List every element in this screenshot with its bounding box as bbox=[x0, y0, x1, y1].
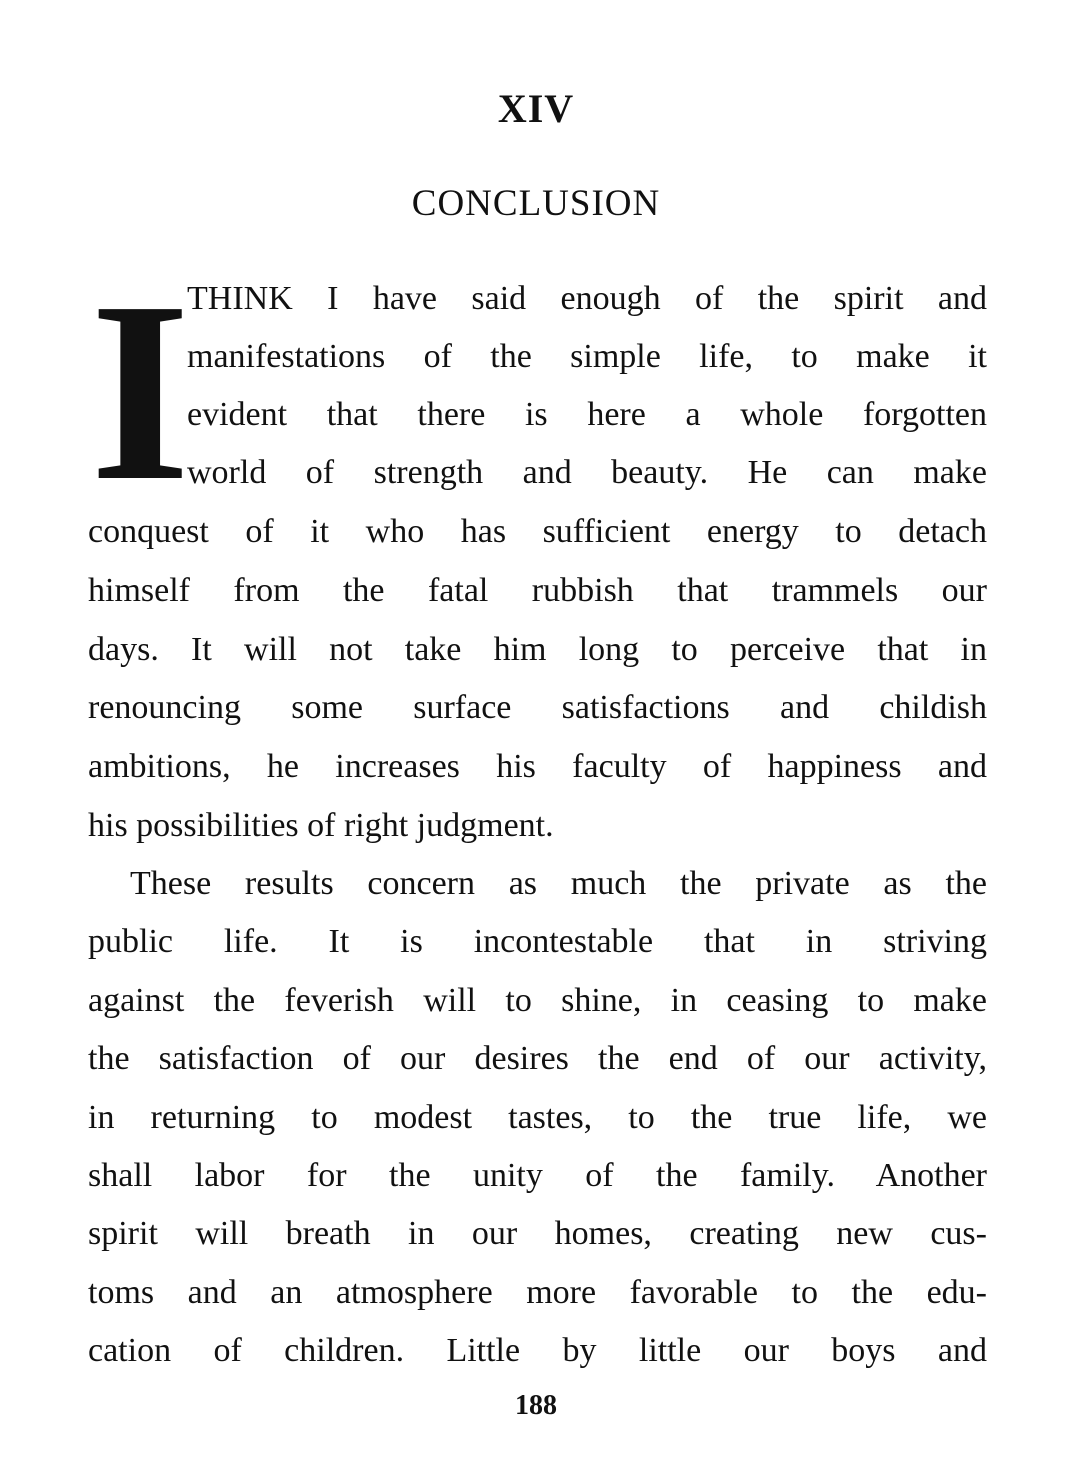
text-line: manifestations of the simple life, to make it bbox=[187, 338, 987, 375]
text-line: These results concern as much the private as the bbox=[130, 865, 987, 902]
text-line: spirit will breath in our homes, creating new cus- bbox=[88, 1215, 987, 1252]
text-line: shall labor for the unity of the family. Another bbox=[88, 1157, 987, 1194]
text-line: days. It will not take him long to perceive that in bbox=[88, 631, 987, 668]
text-line: THINK I have said enough of the spirit and bbox=[187, 280, 987, 317]
text-line: himself from the fatal rubbish that trammels our bbox=[88, 572, 987, 609]
chapter-title: CONCLUSION bbox=[411, 183, 661, 224]
text-line: in returning to modest tastes, to the true life, we bbox=[88, 1099, 987, 1136]
text-line: ambitions, he increases his faculty of happiness and bbox=[88, 748, 987, 785]
text-line: cation of children. Little by little our boys and bbox=[88, 1332, 987, 1369]
text-line: his possibilities of right judgment. bbox=[88, 807, 554, 844]
text-line: the satisfaction of our desires the end of our activity, bbox=[88, 1040, 987, 1077]
text-line: conquest of it who has sufficient energy to detach bbox=[88, 513, 987, 550]
text-line: renouncing some surface satisfactions and childish bbox=[88, 689, 987, 726]
text-line: world of strength and beauty. He can make bbox=[187, 454, 987, 491]
text-line: against the feverish will to shine, in ceasing to make bbox=[88, 982, 987, 1019]
drop-cap: I bbox=[90, 248, 191, 534]
text-line: evident that there is here a whole forgotten bbox=[187, 396, 987, 433]
page-number: 188 bbox=[515, 1390, 557, 1421]
text-line: public life. It is incontestable that in striving bbox=[88, 923, 987, 960]
chapter-number: XIV bbox=[497, 86, 575, 131]
text-line: toms and an atmosphere more favorable to the edu- bbox=[88, 1274, 987, 1311]
